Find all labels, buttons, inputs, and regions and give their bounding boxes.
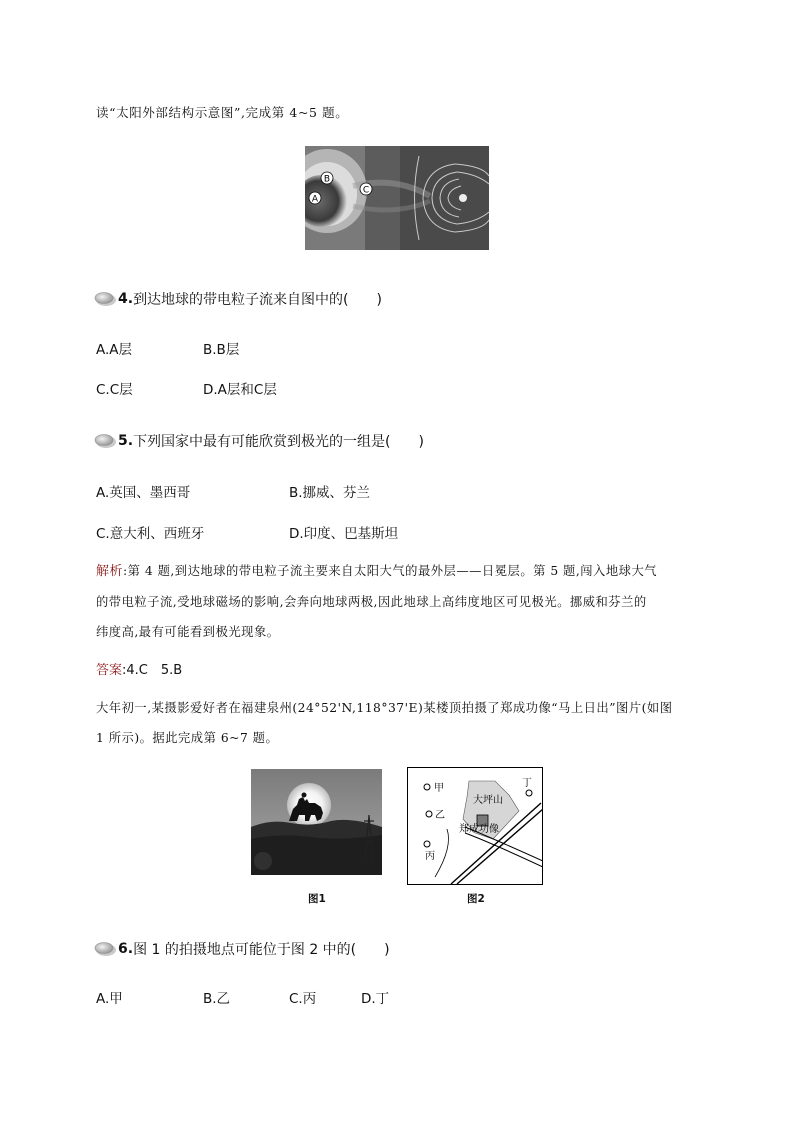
map-label-jia: 甲 — [434, 783, 444, 794]
question-badge-icon — [94, 292, 116, 306]
analysis-line-2: 的带电粒子流,受地球磁场的影响,会奔向地球两极,因此地球上高纬度地区可见极光。挪威和芬兰的 — [96, 595, 647, 609]
q5-option-b[interactable]: B.挪威、芬兰 — [289, 485, 371, 501]
intro-2-line-2: 1 所示)。据此完成第 6~7 题。 — [96, 731, 279, 745]
q6-option-d[interactable]: D.丁 — [361, 991, 390, 1007]
question-badge-icon — [94, 942, 116, 956]
map-label-statue: 郑成功像 — [459, 824, 499, 835]
question-5 — [94, 431, 424, 451]
question-6-stem: 图 1 的拍摄地点可能位于图 2 中的( ) — [133, 942, 390, 958]
figure-1-caption: 图1 — [308, 893, 326, 905]
question-6 — [94, 939, 390, 959]
question-5-number: 5. — [118, 433, 134, 449]
intro-text-1: 读“太阳外部结构示意图”,完成第 4~5 题。 — [96, 105, 349, 120]
q6-option-a[interactable]: A.甲 — [96, 991, 123, 1007]
question-4 — [94, 289, 382, 309]
q5-option-d[interactable]: D.印度、巴基斯坦 — [289, 526, 399, 542]
analysis-block — [96, 556, 708, 647]
q5-option-c[interactable]: C.意大利、西班牙 — [96, 526, 205, 542]
map-label-mountain: 大坪山 — [473, 795, 503, 806]
q4-option-d[interactable]: D.A层和C层 — [203, 382, 277, 398]
answer-label: 答案 — [96, 663, 123, 678]
solar-structure-figure — [305, 146, 489, 250]
map-label-ding: 丁 — [522, 778, 532, 789]
analysis-line-1: :第 4 题,到达地球的带电粒子流主要来自太阳大气的最外层——日冕层。第 5 题,闯入地球大气 — [123, 564, 658, 578]
intro-text-2 — [96, 693, 708, 753]
answer-block — [96, 659, 182, 678]
label-b: B — [323, 174, 331, 185]
question-4-stem: 到达地球的带电粒子流来自图中的( ) — [133, 292, 382, 308]
photo-sunrise-statue — [251, 769, 382, 875]
question-4-number: 4. — [118, 291, 134, 307]
q4-option-c[interactable]: C.C层 — [96, 382, 133, 398]
q6-option-b[interactable]: B.乙 — [203, 991, 231, 1007]
q5-option-a[interactable]: A.英国、墨西哥 — [96, 485, 191, 501]
map-label-bing: 丙 — [425, 851, 435, 862]
question-6-number: 6. — [118, 941, 134, 957]
question-5-stem: 下列国家中最有可能欣赏到极光的一组是( ) — [133, 434, 424, 450]
map-figure — [407, 767, 543, 885]
q4-option-a[interactable]: A.A层 — [96, 342, 133, 358]
figure-2-caption: 图2 — [467, 893, 485, 905]
label-a: A — [311, 194, 319, 205]
intro-2-line-1: 大年初一,某摄影爱好者在福建泉州(24°52'N,118°37'E)某楼顶拍摄了郑成功像“马上日出”图片(如图 — [96, 701, 673, 715]
answer-text: :4.C 5.B — [122, 663, 183, 678]
question-badge-icon — [94, 434, 116, 448]
map-label-yi: 乙 — [435, 810, 445, 821]
analysis-line-3: 纬度高,最有可能看到极光现象。 — [96, 625, 280, 639]
q6-option-c[interactable]: C.丙 — [289, 991, 317, 1007]
q4-option-b[interactable]: B.B层 — [203, 342, 240, 358]
label-c: C — [362, 185, 370, 196]
analysis-label: 解析 — [96, 564, 124, 579]
